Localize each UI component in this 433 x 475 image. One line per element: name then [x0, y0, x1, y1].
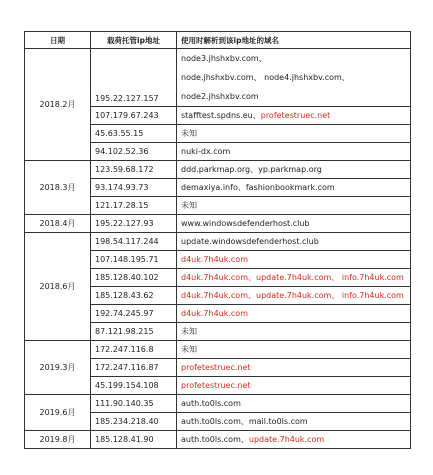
highlighted-domain: d4uk.7h4uk.com、update.7h4uk.com、 info.7h4uk.com — [181, 273, 404, 282]
table-row — [25, 215, 411, 233]
domain-cell — [177, 269, 411, 287]
domain-text: nuki-dx.com — [181, 147, 231, 156]
highlighted-domain: d4uk.7h4uk.com — [181, 309, 248, 318]
ip-cell: 195.22.127.157 — [91, 49, 177, 107]
highlighted-domain: profetestruec.net — [260, 111, 331, 120]
table-row — [25, 341, 411, 359]
highlighted-domain: d4uk.7h4uk.com — [181, 255, 248, 264]
ip-cell: 172.247.116.8 — [91, 341, 177, 359]
domain-cell — [177, 197, 411, 215]
domain-text: node3.jhshxbv.com、 — [181, 54, 267, 63]
ip-cell: 45.199.154.108 — [91, 377, 177, 395]
date-cell: 2018.6月 — [25, 233, 91, 341]
table-row — [25, 49, 411, 107]
date-cell: 2018.2月 — [25, 49, 91, 161]
domain-text: 未知 — [181, 201, 197, 210]
date-cell: 2018.3月 — [25, 161, 91, 215]
domain-cell — [177, 287, 411, 305]
ip-cell: 123.59.68.172 — [91, 161, 177, 179]
domain-text: auth.to0ls.com、 — [181, 435, 249, 444]
domain-cell — [177, 251, 411, 269]
table-row — [25, 161, 411, 179]
domain-cell — [177, 323, 411, 341]
header-domain: 使用时解析到该ip地址的域名 — [177, 32, 411, 49]
table-body — [25, 49, 411, 449]
ip-cell: 172.247.116.87 — [91, 359, 177, 377]
date-cell: 2018.4月 — [25, 215, 91, 233]
highlighted-domain: d4uk.7h4uk.com、update.7h4uk.com、 info.7h4uk.com — [181, 291, 404, 300]
ip-cell: 192.74.245.97 — [91, 305, 177, 323]
ip-cell: 121.17.28.15 — [91, 197, 177, 215]
domain-text: 未知 — [181, 129, 197, 138]
header-ip: 载荷托管ip地址 — [91, 32, 177, 49]
domain-cell — [177, 161, 411, 179]
domain-text: node.jhshxbv.com、 node4.jhshxbv.com、 — [181, 73, 350, 82]
domain-text: 未知 — [181, 327, 197, 336]
table-row — [25, 233, 411, 251]
domain-cell — [177, 107, 411, 125]
ip-cell: 93.174.93.73 — [91, 179, 177, 197]
ip-cell: 198.54.117.244 — [91, 233, 177, 251]
ip-cell: 185.128.40.102 — [91, 269, 177, 287]
date-cell: 2019.8月 — [25, 431, 91, 449]
domain-cell — [177, 233, 411, 251]
ip-cell: 87.121.98.215 — [91, 323, 177, 341]
header-date: 日期 — [25, 32, 91, 49]
domain-text: auth.to0ls.com — [181, 399, 241, 408]
ip-cell: 107.179.67.243 — [91, 107, 177, 125]
domain-text: www.windowsdefenderhost.club — [181, 219, 310, 228]
domain-text: ddd.parkmap.org、yp.parkmap.org — [181, 165, 322, 174]
domain-cell — [177, 305, 411, 323]
domain-text: demaxiya.info、fashionbookmark.com — [181, 183, 335, 192]
domain-cell — [177, 395, 411, 413]
domain-cell — [177, 413, 411, 431]
domain-cell — [177, 215, 411, 233]
domain-text: node2.jhshxbv.com — [181, 92, 259, 101]
date-cell: 2019.3月 — [25, 341, 91, 395]
domain-text: auth.to0ls.com、mail.to0ls.com — [181, 417, 308, 426]
ip-cell: 195.22.127.93 — [91, 215, 177, 233]
domain-cell — [177, 125, 411, 143]
ip-cell: 111.90.140.35 — [91, 395, 177, 413]
highlighted-domain: update.7h4uk.com — [248, 435, 325, 444]
table-row — [25, 395, 411, 413]
ip-cell: 185.128.43.62 — [91, 287, 177, 305]
domain-cell — [177, 341, 411, 359]
domain-text: stafftest.spdns.eu、 — [181, 111, 261, 120]
ip-cell: 185.234.218.40 — [91, 413, 177, 431]
domain-cell — [177, 179, 411, 197]
ip-cell: 185.128.41.90 — [91, 431, 177, 449]
domain-cell — [177, 143, 411, 161]
ip-cell: 45.63.55.15 — [91, 125, 177, 143]
ip-cell: 94.102.52.36 — [91, 143, 177, 161]
table-row — [25, 431, 411, 449]
date-cell: 2019.6月 — [25, 395, 91, 431]
highlighted-domain: profetestruec.net — [181, 381, 251, 390]
domain-text: 未知 — [181, 345, 197, 354]
domain-cell — [177, 431, 411, 449]
domain-cell — [177, 49, 411, 107]
domain-cell — [177, 377, 411, 395]
domain-cell — [177, 359, 411, 377]
domain-text: update.windowsdefenderhost.club — [181, 237, 319, 246]
ip-cell: 107.148.195.71 — [91, 251, 177, 269]
highlighted-domain: profetestruec.net — [181, 363, 251, 372]
domain-ip-table — [24, 31, 411, 449]
